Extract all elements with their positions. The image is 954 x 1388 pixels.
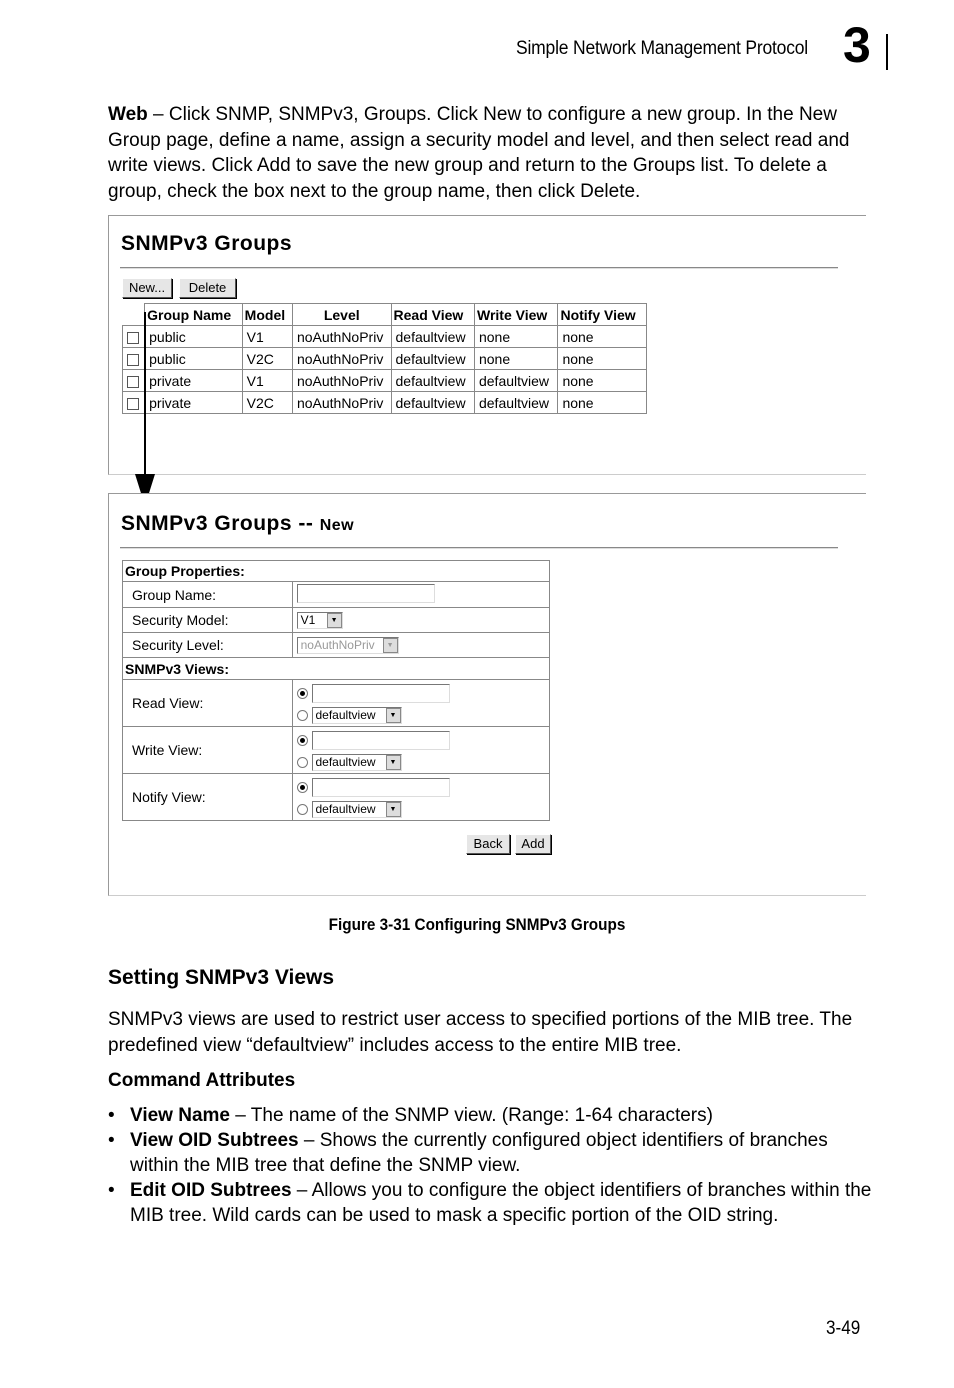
- bullet-icon: •: [108, 1105, 115, 1126]
- section-heading: Setting SNMPv3 Views: [108, 966, 335, 989]
- table-cell: defaultview: [391, 392, 474, 414]
- back-button[interactable]: Back: [466, 834, 510, 854]
- read-view-list-radio[interactable]: [297, 710, 308, 721]
- table-cell: public: [145, 348, 243, 370]
- groups-panel: [108, 215, 866, 475]
- table-cell: defaultview: [474, 392, 557, 414]
- chevron-down-icon: ▼: [327, 613, 342, 628]
- group-name-input[interactable]: [297, 584, 435, 603]
- bullet-desc: – The name of the SNMP view. (Range: 1-64 characters): [229, 1105, 713, 1126]
- bullet-term: View Name: [130, 1105, 230, 1126]
- table-cell: V2C: [242, 392, 292, 414]
- new-button[interactable]: New...: [122, 278, 172, 298]
- running-header: Simple Network Management Protocol: [516, 38, 809, 59]
- table-cell: none: [558, 370, 647, 392]
- bullet-icon: •: [108, 1130, 115, 1151]
- table-cell: noAuthNoPriv: [292, 392, 391, 414]
- table-cell: noAuthNoPriv: [292, 348, 391, 370]
- table-cell: V2C: [242, 348, 292, 370]
- group-name-label: Group Name:: [123, 582, 293, 608]
- attributes-heading: Command Attributes: [108, 1070, 296, 1091]
- group-properties-heading: Group Properties:: [123, 561, 550, 582]
- table-row: [123, 348, 647, 370]
- table-row: [123, 326, 647, 348]
- write-view-input[interactable]: [312, 731, 450, 750]
- table-cell: defaultview: [391, 326, 474, 348]
- column-header: Write View: [474, 304, 557, 326]
- security-model-select[interactable]: [297, 612, 343, 629]
- column-header: Notify View: [558, 304, 647, 326]
- bullet-text: [130, 1178, 872, 1228]
- table-cell: none: [474, 348, 557, 370]
- table-cell: defaultview: [474, 370, 557, 392]
- bullet-term: Edit OID Subtrees: [130, 1180, 292, 1201]
- security-level-label: Security Level:: [123, 633, 293, 658]
- add-button[interactable]: Add: [515, 834, 551, 854]
- column-header: Read View: [391, 304, 474, 326]
- notify-view-custom-radio[interactable]: [297, 782, 308, 793]
- column-header: Group Name: [145, 304, 243, 326]
- write-view-list-radio[interactable]: [297, 757, 308, 768]
- table-row: [123, 370, 647, 392]
- chevron-down-icon: ▼: [386, 708, 401, 723]
- new-panel-title-text: SNMPv3 Groups --: [121, 512, 314, 535]
- security-model-value: V1: [300, 613, 316, 628]
- new-panel-title: [121, 512, 354, 536]
- new-panel-title-suffix: New: [319, 517, 355, 534]
- write-view-select[interactable]: [312, 754, 402, 771]
- bullet-desc: – Shows the currently configured object identifiers of branches within the MIB tree that define the SNMP view.: [130, 1130, 828, 1176]
- groups-table: [122, 303, 647, 414]
- groups-table-header: [123, 304, 647, 326]
- read-view-select[interactable]: [312, 707, 402, 724]
- security-level-value: noAuthNoPriv: [300, 638, 375, 653]
- groups-title-rule: [120, 267, 838, 269]
- write-view-label: Write View:: [123, 727, 293, 774]
- new-group-panel: [108, 493, 866, 896]
- table-cell: private: [145, 392, 243, 414]
- groups-panel-title: SNMPv3 Groups: [121, 232, 293, 255]
- delete-button[interactable]: Delete: [179, 278, 236, 298]
- chapter-number: 3: [843, 17, 871, 73]
- table-cell: none: [474, 326, 557, 348]
- group-properties-form: [122, 560, 550, 821]
- table-cell: V1: [242, 370, 292, 392]
- bullet-text: [130, 1103, 872, 1128]
- table-cell: none: [558, 348, 647, 370]
- table-cell: noAuthNoPriv: [292, 370, 391, 392]
- notify-view-input[interactable]: [312, 778, 450, 797]
- read-view-label: Read View:: [123, 680, 293, 727]
- chapter-divider: [886, 34, 888, 70]
- table-cell: none: [558, 392, 647, 414]
- table-cell: none: [558, 326, 647, 348]
- notify-view-value: defaultview: [315, 802, 376, 817]
- page-number: 3-49: [826, 1318, 861, 1339]
- security-model-label: Security Model:: [123, 608, 293, 633]
- table-row: [123, 392, 647, 414]
- table-cell: defaultview: [391, 348, 474, 370]
- chevron-down-icon: ▼: [386, 755, 401, 770]
- read-view-input[interactable]: [312, 684, 450, 703]
- bullet-desc: – Allows you to configure the object identifiers of branches within the MIB tree. Wild cards can be used to mask a specific portion of the OID string.: [130, 1180, 872, 1226]
- views-heading: SNMPv3 Views:: [123, 658, 550, 680]
- column-header: Level: [292, 304, 391, 326]
- table-cell: public: [145, 326, 243, 348]
- read-view-value: defaultview: [315, 708, 376, 723]
- column-header: Model: [242, 304, 292, 326]
- bullet-term: View OID Subtrees: [130, 1130, 299, 1151]
- write-view-custom-radio[interactable]: [297, 735, 308, 746]
- table-cell: defaultview: [391, 370, 474, 392]
- down-arrow-icon: [132, 312, 160, 508]
- notify-view-label: Notify View:: [123, 774, 293, 821]
- chevron-down-icon: ▼: [386, 802, 401, 817]
- intro-text: – Click SNMP, SNMPv3, Groups. Click New to configure a new group. In the New Group page, define a name, assign a security model and level, and then select read and write views. Click Add to save the new group and return to the Groups list. To delete a group, check the box next to the group name, then click Delete.: [108, 104, 850, 202]
- new-title-rule: [120, 547, 838, 549]
- bullet-icon: •: [108, 1180, 115, 1201]
- figure-caption: Figure 3-31 Configuring SNMPv3 Groups: [328, 915, 626, 934]
- table-cell: noAuthNoPriv: [292, 326, 391, 348]
- notify-view-list-radio[interactable]: [297, 804, 308, 815]
- read-view-custom-radio[interactable]: [297, 688, 308, 699]
- bullet-text: [130, 1128, 872, 1178]
- section-body: SNMPv3 views are used to restrict user access to specified portions of the MIB tree. The predefined view “defaultview” includes access to the entire MIB tree.: [108, 1009, 853, 1056]
- chevron-down-icon: ▼: [383, 638, 398, 653]
- notify-view-select[interactable]: [312, 801, 402, 818]
- security-level-select[interactable]: [297, 637, 399, 654]
- table-cell: V1: [242, 326, 292, 348]
- intro-lead: Web: [108, 104, 148, 125]
- intro-paragraph: [108, 102, 878, 204]
- table-cell: private: [145, 370, 243, 392]
- write-view-value: defaultview: [315, 755, 376, 770]
